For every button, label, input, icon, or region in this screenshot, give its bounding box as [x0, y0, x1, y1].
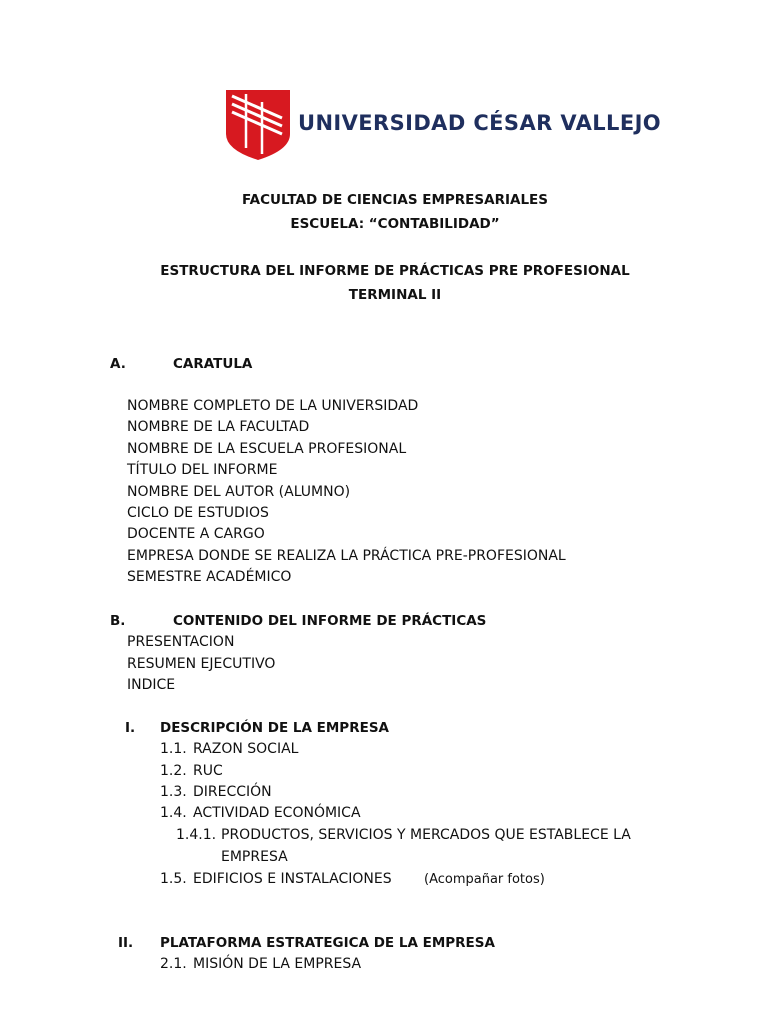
list-item: EMPRESA DONDE SE REALIZA LA PRÁCTICA PRE-PROFESIONAL — [127, 548, 566, 564]
list-item: DIRECCIÓN — [193, 784, 272, 800]
chapter-2-numeral: II. — [118, 935, 134, 951]
item-number: 1.2. — [160, 763, 187, 779]
list-item: ACTIVIDAD ECONÓMICA — [193, 805, 361, 821]
section-a-letter: A. — [110, 356, 126, 372]
photo-note: (Acompañar fotos) — [424, 872, 545, 887]
list-item: RUC — [193, 763, 223, 779]
faculty-title: FACULTAD DE CIENCIAS EMPRESARIALES — [241, 192, 548, 208]
list-item: TÍTULO DEL INFORME — [127, 462, 278, 478]
list-item: NOMBRE DE LA FACULTAD — [127, 419, 310, 435]
university-logo-text: UNIVERSIDAD CÉSAR VALLEJO — [298, 111, 662, 135]
chapter-1-numeral: I. — [125, 720, 136, 736]
item-number: 1.1. — [160, 741, 187, 757]
sub-item-text-continued: EMPRESA — [221, 849, 288, 865]
sub-item-number: 1.4.1. — [176, 827, 217, 843]
section-a-title: CARATULA — [173, 356, 253, 372]
list-item: CICLO DE ESTUDIOS — [127, 505, 269, 521]
school-title: ESCUELA: “CONTABILIDAD” — [290, 216, 500, 232]
list-item: SEMESTRE ACADÉMICO — [127, 569, 292, 585]
section-b-letter: B. — [110, 613, 126, 629]
item-number: 1.5. — [160, 871, 187, 887]
chapter-2-title: PLATAFORMA ESTRATEGICA DE LA EMPRESA — [160, 935, 495, 951]
list-item: INDICE — [127, 677, 176, 693]
section-b-title: CONTENIDO DEL INFORME DE PRÁCTICAS — [173, 613, 487, 629]
chapter-1-title: DESCRIPCIÓN DE LA EMPRESA — [160, 720, 389, 736]
item-number: 1.4. — [160, 805, 187, 821]
list-item: DOCENTE A CARGO — [127, 526, 265, 542]
list-item: EDIFICIOS E INSTALACIONES — [193, 871, 392, 887]
list-item: RAZON SOCIAL — [193, 741, 299, 757]
list-item: NOMBRE DE LA ESCUELA PROFESIONAL — [127, 441, 407, 457]
item-number: 2.1. — [160, 956, 187, 972]
list-item: MISIÓN DE LA EMPRESA — [193, 956, 362, 972]
sub-item-text: PRODUCTOS, SERVICIOS Y MERCADOS QUE ESTABLECE LA — [221, 827, 631, 843]
list-item: NOMBRE DEL AUTOR (ALUMNO) — [127, 484, 351, 500]
document-title: ESTRUCTURA DEL INFORME DE PRÁCTICAS PRE PROFESIONAL — [160, 263, 630, 279]
list-item: RESUMEN EJECUTIVO — [127, 656, 276, 672]
list-item: PRESENTACION — [127, 634, 235, 650]
item-number: 1.3. — [160, 784, 187, 800]
document-subtitle: TERMINAL II — [348, 287, 442, 303]
list-item: NOMBRE COMPLETO DE LA UNIVERSIDAD — [127, 398, 419, 414]
